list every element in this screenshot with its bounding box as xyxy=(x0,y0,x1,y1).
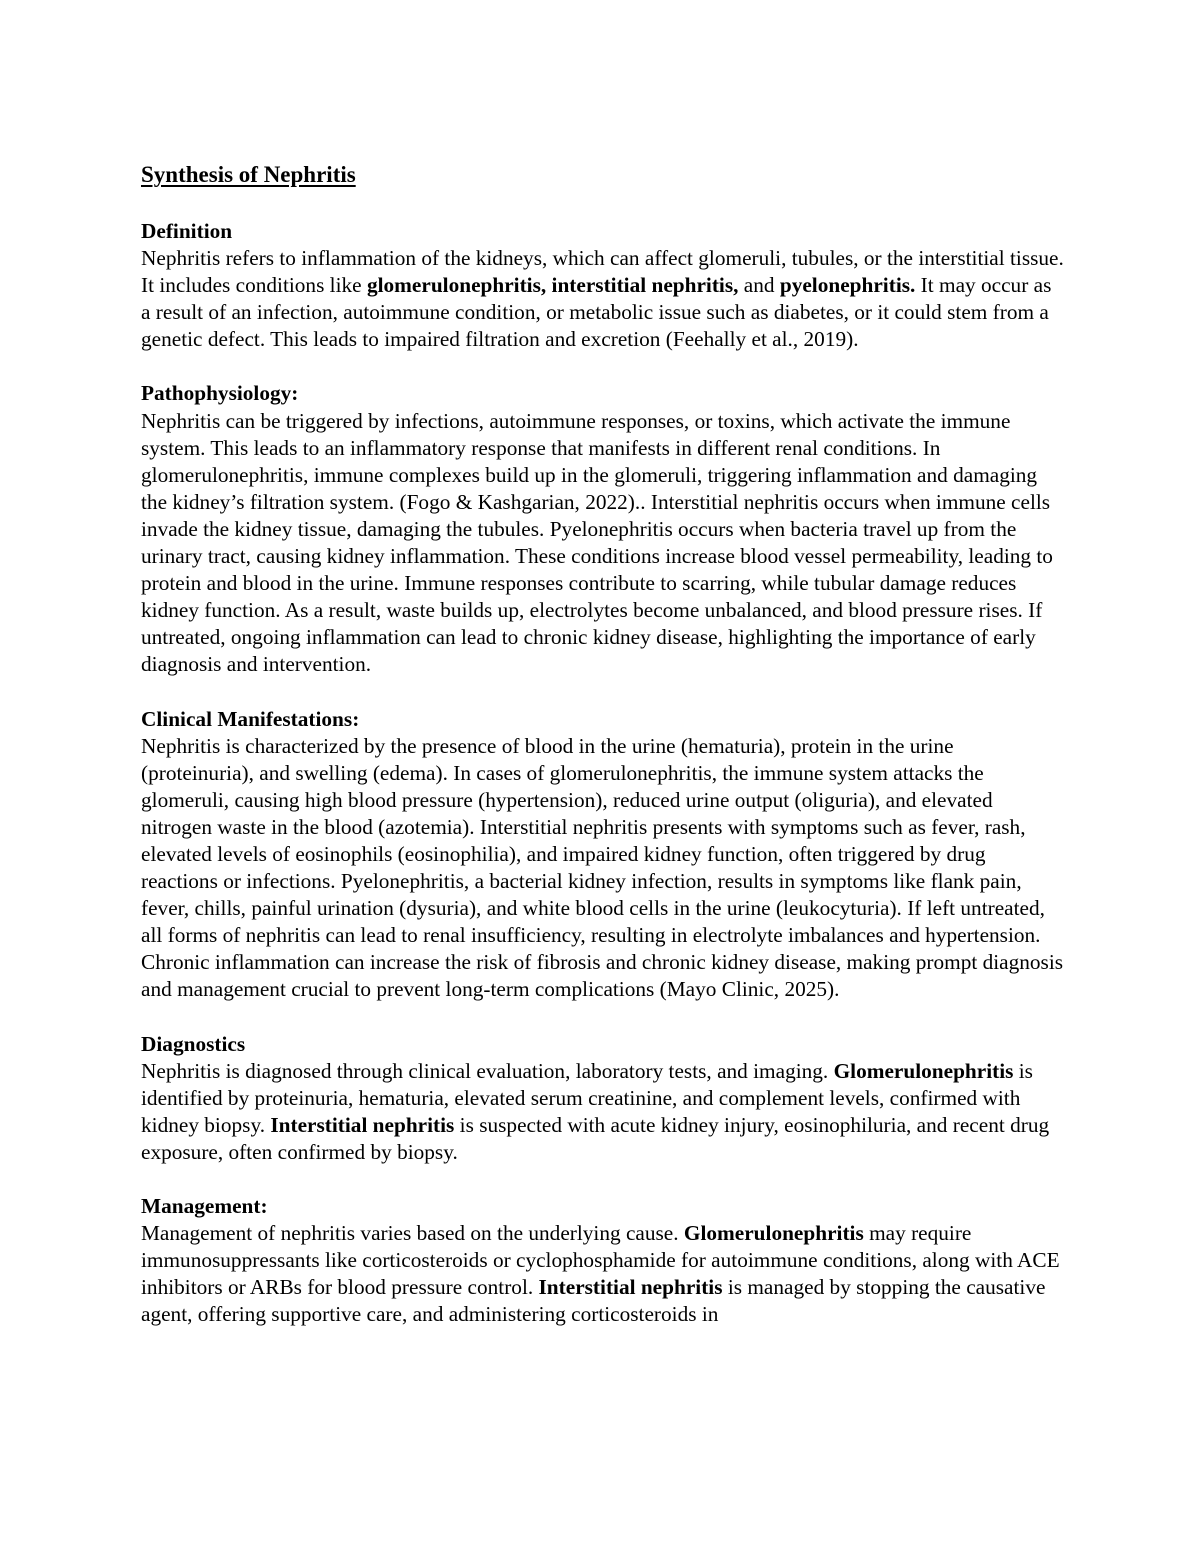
section-heading: Diagnostics xyxy=(141,1031,246,1056)
section-heading: Pathophysiology: xyxy=(141,381,299,406)
text-run: may require immunosuppressants like corticosteroids or cyclophosphamide for autoimmune conditions, along with ACE inhibitors or ARBs for blood pressure control. xyxy=(141,1221,1060,1300)
text-run: Nephritis is characterized by the presence of blood in the urine (hematuria), protein in the urine (proteinuria), and swelling (edema). In cases of glomerulonephritis, the immune system attacks the glomeruli, causing high blood pressure (hypertension), reduced urine output (oliguria), and elevated nitrogen waste in the blood (azotemia). Interstitial nephritis presents with symptoms such as fever, rash, elevated levels of eosinophils (eosinophilia), and impaired kidney function, often triggered by drug reactions or infections. Pyelonephritis, a bacterial kidney infection, results in symptoms like flank pain, fever, chills, painful urination (dysuria), and white blood cells in the urine (leukocyturia). If left untreated, all forms of nephritis can lead to renal insufficiency, resulting in electrolyte imbalances and hypertension. Chronic inflammation can increase the risk of fibrosis and chronic kidney disease, making prompt diagnosis and management crucial to prevent long-term complications (Mayo Clinic, 2025). xyxy=(141,733,1064,1002)
text-run: is identified by proteinuria, hematuria, elevated serum creatinine, and complement levels, confirmed with kidney biopsy. xyxy=(141,1058,1033,1137)
text-run: is suspected with acute kidney injury, eosinophiluria, and recent drug exposure, often confirmed by biopsy. xyxy=(141,1112,1050,1164)
section-management xyxy=(141,1193,1066,1328)
document-page xyxy=(141,158,1066,1328)
text-run: Nephritis can be triggered by infections, autoimmune responses, or toxins, which activate the immune system. This leads to an inflammatory response that manifests in different renal conditions. In glomerulonephritis, immune complexes build up in the glomeruli, triggering inflammation and damaging the kidney’s filtration system. (Fogo & Kashgarian, 2022).. Interstitial nephritis occurs when immune cells invade the kidney tissue, damaging the tubules. Pyelonephritis occurs when bacteria travel up from the urinary tract, causing kidney inflammation. These conditions increase blood vessel permeability, leading to protein and blood in the urine. Immune responses contribute to scarring, while tubular damage reduces kidney function. As a result, waste builds up, electrolytes become unbalanced, and blood pressure rises. If untreated, ongoing inflammation can lead to chronic kidney disease, highlighting the importance of early diagnosis and intervention. xyxy=(141,408,1053,677)
text-run-bold: glomerulonephritis, interstitial nephritis, xyxy=(366,273,739,298)
section-clinical-manifestations xyxy=(141,706,1066,1004)
section-definition xyxy=(141,218,1066,353)
text-run: It may occur as a result of an infection, autoimmune condition, or metabolic issue such as diabetes, or it could stem from a genetic defect. This leads to impaired filtration and excretion (Feehally et al., 2019). xyxy=(141,273,1052,352)
section-paragraph xyxy=(141,1220,1066,1328)
text-run-bold: Glomerulonephritis xyxy=(833,1058,1014,1083)
text-run: Management of nephritis varies based on the underlying cause. xyxy=(141,1221,684,1246)
text-run: Nephritis is diagnosed through clinical evaluation, laboratory tests, and imaging. xyxy=(141,1058,834,1083)
text-run-bold: Interstitial nephritis xyxy=(538,1275,723,1300)
section-paragraph xyxy=(141,1058,1066,1166)
text-run-bold: pyelonephritis. xyxy=(779,273,916,298)
text-run: and xyxy=(738,273,780,298)
section-paragraph xyxy=(141,245,1066,353)
section-paragraph xyxy=(141,733,1066,1004)
section-heading: Management: xyxy=(141,1194,268,1218)
section-heading: Clinical Manifestations: xyxy=(141,706,360,731)
section-diagnostics xyxy=(141,1031,1066,1166)
text-run-bold: Glomerulonephritis xyxy=(683,1221,864,1246)
text-run-bold: Interstitial nephritis xyxy=(270,1112,455,1137)
section-heading: Definition xyxy=(141,219,233,243)
text-run: is managed by stopping the causative agent, offering supportive care, and administering corticosteroids in xyxy=(141,1275,1046,1327)
section-pathophysiology xyxy=(141,380,1066,678)
document-title: Synthesis of Nephritis xyxy=(141,162,356,187)
text-run: Nephritis refers to inflammation of the kidneys, which can affect glomeruli, tubules, or the interstitial tissue. It includes conditions like xyxy=(141,246,1064,298)
section-paragraph xyxy=(141,408,1066,679)
